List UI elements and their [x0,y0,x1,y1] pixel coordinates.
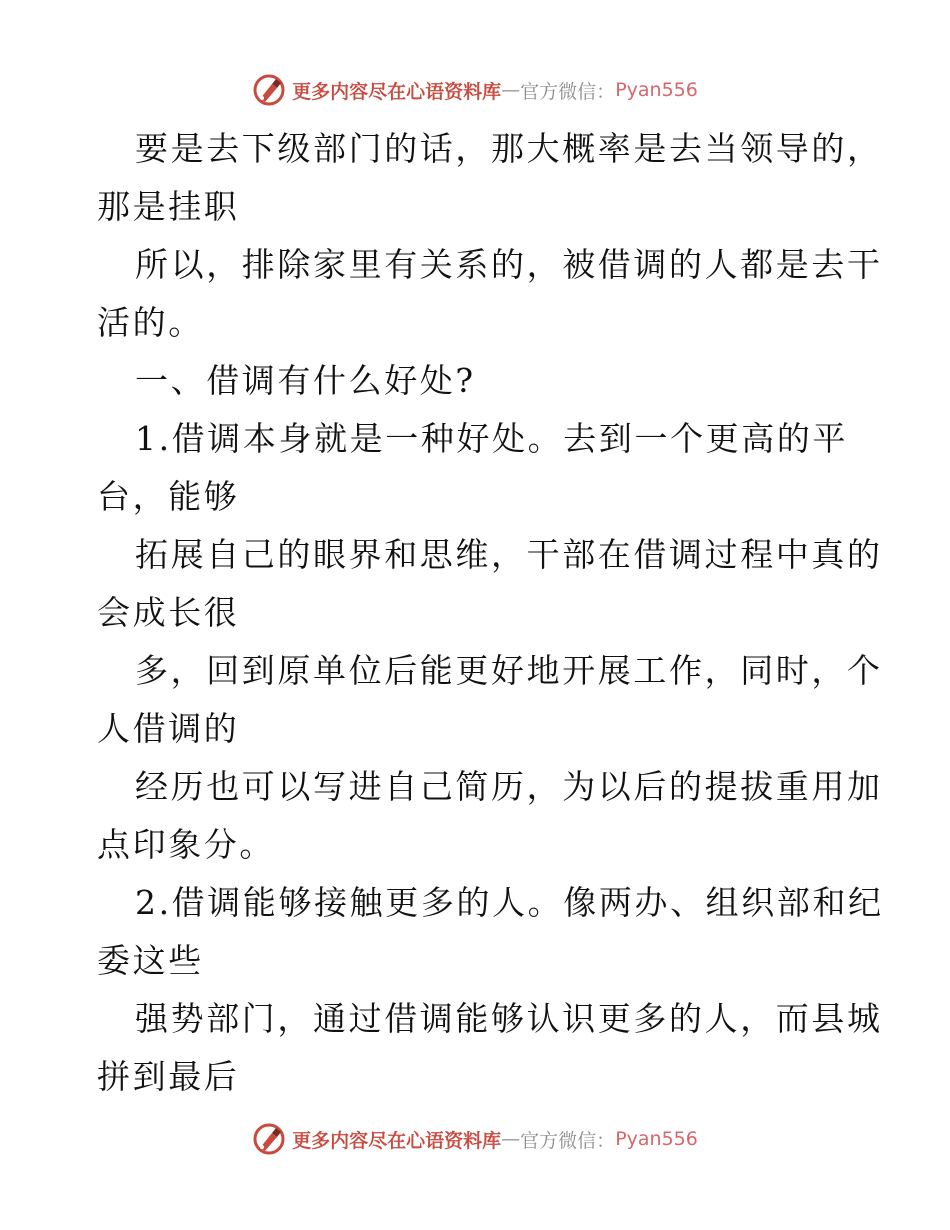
text-line: 2.借调能够接触更多的人。像两办、组织部和纪 [135,883,884,922]
text-line: 人借调的 [97,709,240,748]
text-line: 多，回到原单位后能更好地开展工作，同时，个 [135,651,883,690]
text-line: 经历也可以写进自己简历，为以后的提拔重用加 [135,767,883,806]
text-line: 拼到最后 [97,1057,240,1096]
pen-logo-icon [252,1122,286,1156]
text-line: 台，能够 [97,477,240,516]
watermark-wechat-id: Pyan556 [615,79,698,101]
header-watermark [0,72,950,108]
text-line: 强势部门，通过借调能够认识更多的人，而县城 [135,999,883,1038]
text-line: 点印象分。 [97,825,275,864]
text-line: 1.借调本身就是一种好处。去到一个更高的平 [135,419,849,458]
pen-logo-icon [252,73,286,107]
text-line: 会成长很 [97,593,240,632]
watermark-main-text: 更多内容尽在心语资料库 [292,1129,502,1152]
watermark-dash: — [501,1128,521,1150]
text-line: 一、借调有什么好处? [135,361,476,400]
text-line: 拓展自己的眼界和思维，干部在借调过程中真的 [135,535,883,574]
watermark-official-label: 官方微信： [520,80,616,103]
watermark-official-label: 官方微信： [520,1129,616,1152]
watermark-main-text: 更多内容尽在心语资料库 [292,80,502,103]
text-line: 那是挂职 [97,187,240,226]
text-line: 所以，排除家里有关系的，被借调的人都是去干 [135,245,883,284]
watermark-dash: — [501,79,521,101]
text-line: 要是去下级部门的话，那大概率是去当领导的， [135,129,883,168]
text-line: 委这些 [97,941,204,980]
text-line: 活的。 [97,303,204,342]
document-body [97,120,884,1106]
watermark-wechat-id: Pyan556 [615,1128,698,1150]
footer-watermark [0,1121,950,1157]
